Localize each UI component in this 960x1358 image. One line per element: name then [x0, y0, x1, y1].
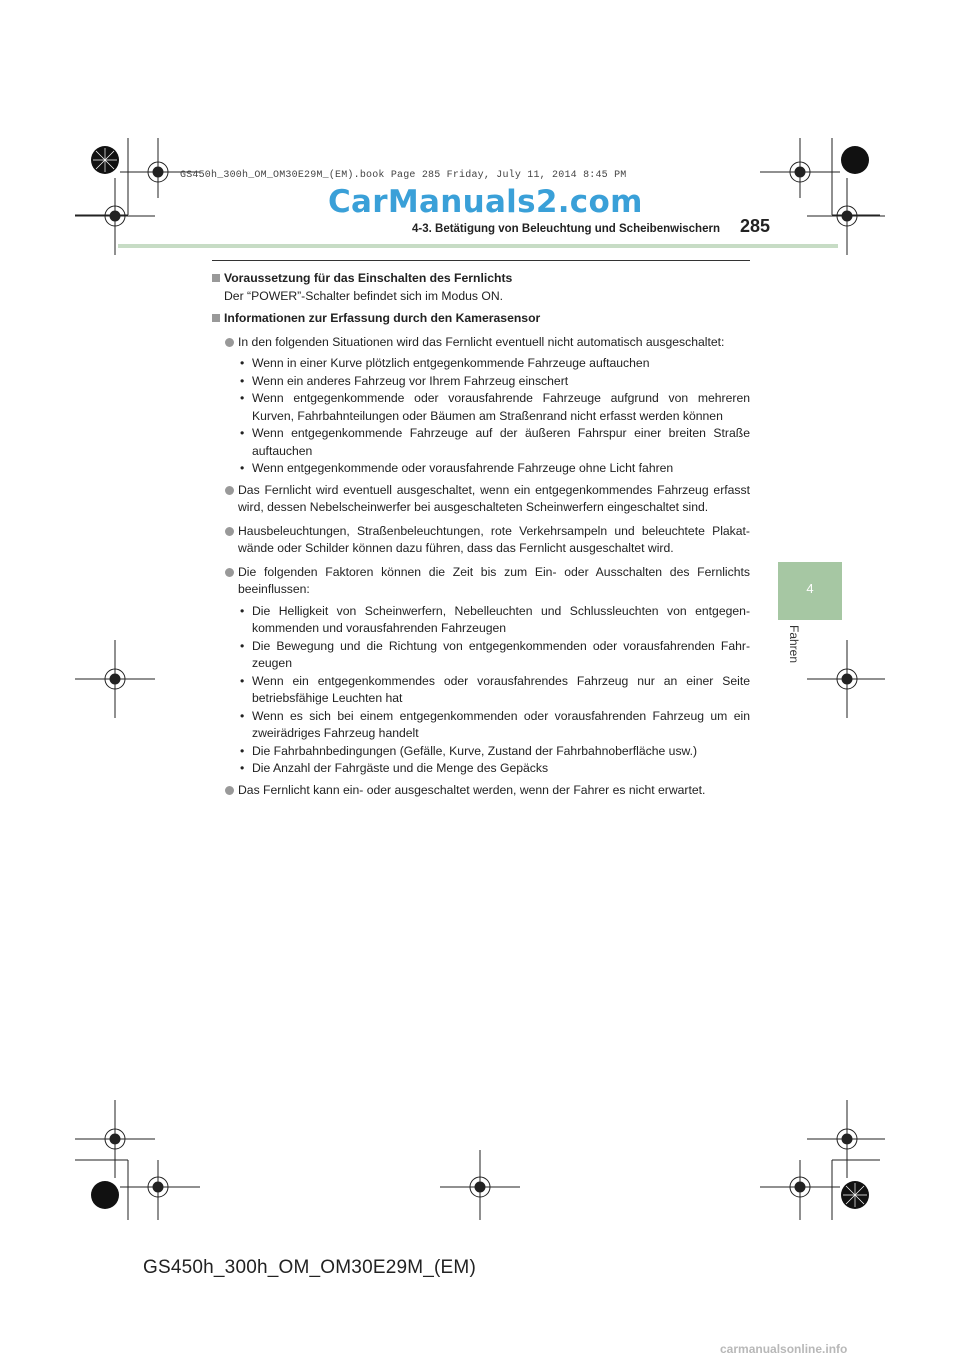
list-item: • Wenn ein entgegenkommendes oder vorausfahrendes Fahrzeug nur an einer Seite betriebsfähige Leuchten hat: [240, 673, 750, 705]
page-number: 285: [740, 216, 771, 236]
footer-code: GS450h_300h_OM_OM30E29M_(EM): [143, 1257, 476, 1278]
main-content: [212, 268, 750, 799]
section-heading: Voraussetzung für das Einschalten des Fernlichts: [212, 270, 750, 288]
chapter-label: [783, 625, 803, 685]
sub-list: [212, 355, 750, 478]
book-info-line: GS450h_300h_OM_OM30E29M_(EM).book Page 285 Friday, July 11, 2014 8:45 PM: [180, 170, 627, 181]
section-title: 4-3. Betätigung von Beleuchtung und Scheibenwischern: [412, 223, 720, 235]
list-item: • Die Bewegung und die Richtung von entgegenkommenden oder vorausfahrenden Fahr-zeugen: [240, 638, 750, 670]
bullet-item: Das Fernlicht wird eventuell ausgeschaltet, wenn ein entgegenkommendes Fahrzeug erfasst wird, dessen Nebelscheinwerfer bei ausgeschalteten Scheinwerfern eingeschaltet sind.: [212, 482, 750, 517]
round-bullet-icon: [225, 568, 234, 577]
round-bullet-icon: [225, 786, 234, 795]
list-item: • Wenn entgegenkommende oder vorausfahrende Fahrzeuge aufgrund von mehreren Kurven, Fahrbahnteilungen oder Bäumen am Straßenrand nicht erfasst werden können: [240, 391, 750, 423]
bullet-item: Die folgenden Faktoren können die Zeit bis zum Ein- oder Ausschalten des Fernlichts beeinflussen:: [212, 564, 750, 599]
chapter-number: 4: [806, 581, 814, 596]
header-rule: [212, 260, 750, 261]
chapter-label-text: Fahren: [787, 625, 801, 664]
paragraph: Der “POWER”-Schalter befindet sich im Modus ON.: [224, 288, 504, 303]
bullet-item: In den folgenden Situationen wird das Fernlicht eventuell nicht automatisch ausgeschaltet:: [212, 334, 750, 352]
bullet-item: Hausbeleuchtungen, Straßenbeleuchtungen, rote Verkehrsampeln und beleuchtete Plakat-wände oder Schilder können dazu führen, dass das Fernlicht ausgeschaltet wird.: [212, 523, 750, 558]
sub-list: [212, 603, 750, 778]
round-bullet-icon: [225, 527, 234, 536]
list-item: • Wenn entgegenkommende Fahrzeuge auf der äußeren Fahrspur einer breiten Straße auftauchen: [240, 426, 750, 458]
chapter-tab: [778, 562, 842, 620]
footer-watermark: carmanualsonline.info: [720, 1342, 848, 1356]
list-item: • Die Helligkeit von Scheinwerfern, Nebelleuchten und Schlussleuchten von entgegen-kommenden und vorausfahrenden Fahrzeugen: [240, 603, 750, 635]
list-item: • Die Fahrbahnbedingungen (Gefälle, Kurve, Zustand der Fahrbahnoberfläche usw.): [240, 743, 698, 758]
bullet-item: Das Fernlicht kann ein- oder ausgeschaltet werden, wenn der Fahrer es nicht erwartet.: [212, 782, 750, 800]
list-item: • Wenn in einer Kurve plötzlich entgegenkommende Fahrzeuge auftauchen: [240, 356, 650, 370]
list-item: • Die Anzahl der Fahrgäste und die Menge des Gepäcks: [240, 761, 549, 775]
list-item: • Wenn es sich bei einem entgegenkommenden oder vorausfahrenden Fahrzeug um ein zweirädriges Fahrzeug handelt: [240, 708, 750, 740]
list-item: • Wenn entgegenkommende oder vorausfahrende Fahrzeuge ohne Licht fahren: [240, 461, 674, 475]
round-bullet-icon: [225, 338, 234, 347]
square-bullet-icon: [212, 274, 220, 282]
square-bullet-icon: [212, 314, 220, 322]
section-heading: Informationen zur Erfassung durch den Kamerasensor: [212, 310, 750, 328]
round-bullet-icon: [225, 486, 234, 495]
watermark-logo: CarManuals2.com: [328, 184, 643, 220]
list-item: • Wenn ein anderes Fahrzeug vor Ihrem Fahrzeug einschert: [240, 373, 569, 388]
header-band: [118, 244, 838, 248]
